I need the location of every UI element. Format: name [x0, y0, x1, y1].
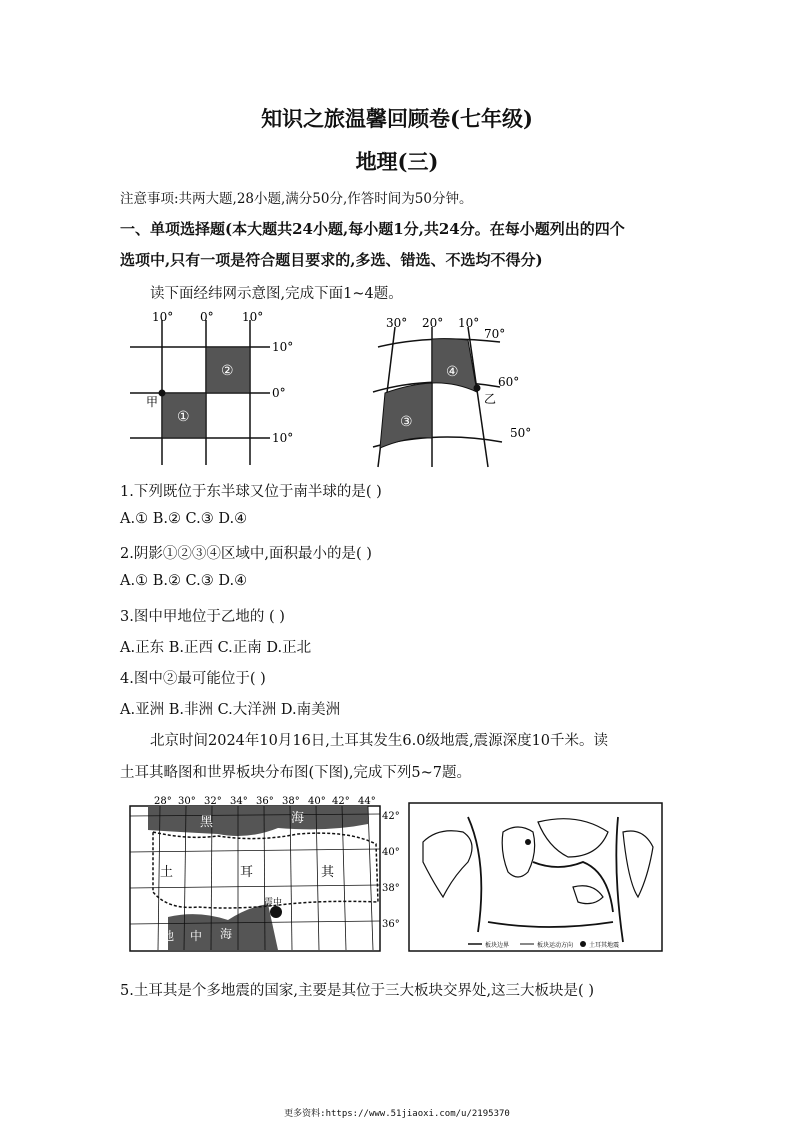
question-4-options: A.亚洲 B.非洲 C.大洋洲 D.南美洲: [120, 702, 341, 718]
region-label: ③: [400, 414, 413, 430]
lat-label: 38°: [382, 883, 400, 894]
lat-label: 36°: [382, 919, 400, 930]
lon-label: 34°: [230, 796, 248, 807]
epicenter-label: 震中: [264, 898, 283, 908]
graticule-map-2: [370, 312, 550, 472]
turkey-label: 土: [160, 865, 174, 880]
point-jia: [159, 390, 166, 397]
legend-label: 板块边界: [485, 942, 510, 949]
lat-label: 0°: [272, 386, 286, 400]
lon-label: 38°: [282, 796, 300, 807]
region-label: ②: [221, 363, 234, 379]
turkey-label: 耳: [240, 865, 254, 880]
lon-label: 44°: [358, 796, 376, 807]
section1-line1: 一、单项选择题(本大题共24小题,每小题1分,共24分。在每小题列出的四个: [120, 220, 625, 238]
intro1: 读下面经纬网示意图,完成下面1~4题。: [150, 286, 403, 302]
region-label: ④: [446, 364, 459, 380]
lon-label: 30°: [386, 316, 408, 330]
question-2-stem: 2.阴影①②③④区域中,面积最小的是( ): [120, 546, 372, 562]
point-label: 乙: [484, 392, 497, 406]
lon-label: 36°: [256, 796, 274, 807]
lat-label: 70°: [484, 327, 506, 341]
question-3-options: A.正东 B.正西 C.正南 D.正北: [120, 640, 312, 656]
lon-label: 0°: [200, 310, 214, 324]
question-4-stem: 4.图中②最可能位于( ): [120, 671, 266, 687]
question-1-options: A.① B.② C.③ D.④: [120, 511, 248, 527]
med-sea-label: 中: [190, 929, 203, 943]
intro2-line2: 土耳其略图和世界板块分布图(下图),完成下列5~7题。: [120, 765, 472, 781]
world-plate-map: [408, 802, 664, 954]
lon-label: 32°: [204, 796, 222, 807]
page-title: 知识之旅温馨回顾卷(七年级): [261, 106, 533, 131]
point-label: 甲: [146, 395, 159, 409]
lon-label: 10°: [458, 316, 480, 330]
question-1-stem: 1.下列既位于东半球又位于南半球的是( ): [120, 484, 382, 500]
lon-label: 28°: [154, 796, 172, 807]
legend-label: 板块运动方向: [537, 942, 574, 949]
question-3-stem: 3.图中甲地位于乙地的 ( ): [120, 609, 285, 625]
lat-label: 60°: [498, 375, 520, 389]
lon-label: 10°: [242, 310, 264, 324]
lat-label: 40°: [382, 847, 400, 858]
region-label: ①: [177, 409, 190, 425]
lon-label: 20°: [422, 316, 444, 330]
lon-label: 30°: [178, 796, 196, 807]
lat-label: 50°: [510, 426, 532, 440]
page-subtitle: 地理(三): [355, 149, 439, 174]
point-yi: [474, 385, 481, 392]
notice: 注意事项:共两大题,28小题,满分50分,作答时间为50分钟。: [120, 191, 473, 207]
med-sea-label: 海: [220, 927, 233, 941]
med-sea-label: 地: [162, 929, 175, 943]
lat-label: 10°: [272, 340, 294, 354]
question-2-options: A.① B.② C.③ D.④: [120, 573, 248, 589]
intro2-line1: 北京时间2024年10月16日,土耳其发生6.0级地震,震源深度10千米。读: [150, 733, 609, 749]
lat-label: 10°: [272, 431, 294, 445]
turkey-map: [128, 792, 408, 957]
legend-label: 土耳其地震: [589, 942, 620, 949]
lat-label: 42°: [382, 811, 400, 822]
question-5-stem: 5.土耳其是个多地震的国家,主要是其位于三大板块交界处,这三大板块是( ): [120, 983, 594, 999]
lon-label: 10°: [152, 310, 174, 324]
turkey-label: 其: [321, 865, 335, 880]
graticule-map-1: [120, 305, 310, 470]
lon-label: 40°: [308, 796, 326, 807]
black-sea-label: 黑: [200, 815, 214, 830]
footer: 更多资料:https://www.51jiaoxi.com/u/2195370: [284, 1109, 510, 1119]
section1-line2: 选项中,只有一项是符合题目要求的,多选、错选、不选均不得分): [120, 251, 543, 269]
turkey-quake-dot: [525, 839, 531, 845]
lon-label: 42°: [332, 796, 350, 807]
black-sea-label: 海: [291, 811, 305, 826]
